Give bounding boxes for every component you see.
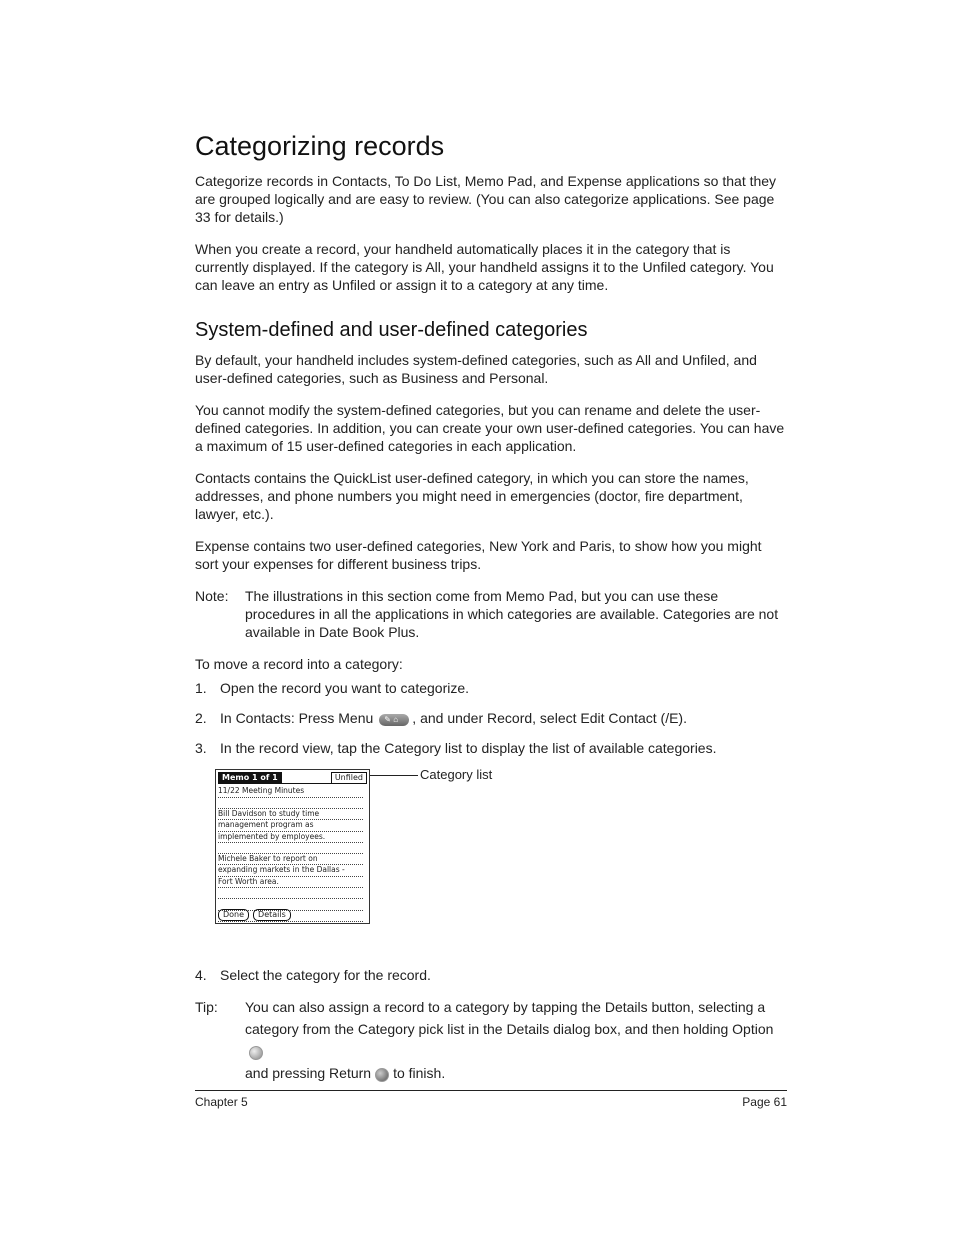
section-paragraph-4: Expense contains two user-defined categories, New York and Paris, to show how you might sort your expenses for different business trips.	[195, 538, 762, 573]
memo-line: Michele Baker to report on	[218, 854, 363, 865]
step-2	[195, 709, 787, 727]
memo-screen	[215, 769, 370, 924]
section-paragraph-2: You cannot modify the system-defined categories, but you can rename and delete the user-defined categories. In addition, you can create your own user-defined categories. You can have a maximum of 15 user-defined categories in each application.	[195, 402, 785, 455]
tip-text-part-a: You can also assign a record to a category by tapping the Details button, selecting a category from the Category pick list in the Details dialog box, and then holding Option	[245, 999, 774, 1038]
page-content	[195, 130, 787, 1098]
memo-line: expanding markets in the Dallas -	[218, 865, 363, 876]
memo-line: implemented by employees.	[218, 832, 363, 843]
memo-lines	[218, 786, 363, 922]
return-button-icon	[375, 1068, 389, 1082]
callout-label: Category list	[420, 767, 493, 783]
note	[195, 587, 787, 641]
memo-line: management program as	[218, 820, 363, 831]
step-text	[220, 709, 687, 727]
step-text-part-b: , and under Record, select Edit Contact (/E).	[412, 710, 687, 727]
option-button-icon	[249, 1046, 263, 1060]
step-number: 4.	[195, 967, 207, 984]
section-paragraph-3: Contacts contains the QuickList user-defined category, in which you can store the names, addresses, and phone numbers you might need in emergencies (doctor, fire department, lawyer, etc.).	[195, 470, 749, 523]
intro-paragraph-1: Categorize records in Contacts, To Do List, Memo Pad, and Expense applications so that they are grouped logically and are easy to review. (You can also categorize applications. See page 33 for details.)	[195, 173, 777, 226]
step-text-part-a: In Contacts: Press Menu	[220, 710, 374, 727]
procedure-title: To move a record into a category:	[195, 656, 403, 673]
section-paragraph-1: By default, your handheld includes system-defined categories, such as All and Unfiled, and user-defined categories, such as Business and Personal.	[195, 352, 757, 387]
footer-chapter: Chapter 5	[195, 1095, 248, 1109]
step-text: Select the category for the record.	[220, 967, 431, 984]
done-button[interactable]: Done	[218, 909, 249, 921]
step-number: 1.	[195, 680, 207, 697]
callout-leader-line	[370, 775, 418, 776]
page-footer	[195, 1090, 787, 1109]
memo-line: 11/22 Meeting Minutes	[218, 786, 363, 797]
step-text: In the record view, tap the Category list to display the list of available categories.	[220, 740, 717, 757]
memo-title: Memo 1 of 1	[218, 772, 282, 783]
memo-screenshot-figure	[215, 769, 787, 954]
tip	[195, 996, 787, 1084]
step-3	[195, 739, 787, 757]
memo-line: Fort Worth area.	[218, 877, 363, 888]
memo-buttons	[218, 909, 291, 921]
memo-line	[218, 888, 363, 899]
note-text: The illustrations in this section come from Memo Pad, but you can use these procedures in all the applications in which categories are available. Categories are not available in Date Book Plus.	[245, 588, 779, 641]
step-number: 3.	[195, 740, 207, 757]
memo-line	[218, 843, 363, 854]
details-button[interactable]: Details	[253, 909, 291, 921]
step-number: 2.	[195, 710, 207, 727]
menu-button-icon	[379, 714, 409, 726]
tip-text-part-c: to finish.	[393, 1065, 446, 1082]
step-4	[195, 966, 787, 984]
memo-line	[218, 798, 363, 809]
note-label: Note:	[195, 588, 229, 605]
step-text: Open the record you want to categorize.	[220, 680, 470, 697]
section-heading: System-defined and user-defined categories	[195, 319, 588, 342]
tip-text	[245, 996, 787, 1084]
tip-label: Tip:	[195, 999, 218, 1016]
title-divider	[218, 783, 367, 784]
memo-line: Bill Davidson to study time	[218, 809, 363, 820]
step-1	[195, 679, 787, 697]
tip-text-part-b: and pressing Return	[245, 1065, 372, 1082]
footer-page-number: Page 61	[742, 1095, 787, 1109]
intro-paragraph-2: When you create a record, your handheld automatically places it in the category that is currently displayed. If the category is All, your handheld assigns it to the Unfiled category. You can leave an entry as Unfiled or assign it to a category at any time.	[195, 241, 774, 294]
category-picker[interactable]: Unfiled	[331, 772, 367, 784]
page-title: Categorizing records	[195, 131, 445, 161]
